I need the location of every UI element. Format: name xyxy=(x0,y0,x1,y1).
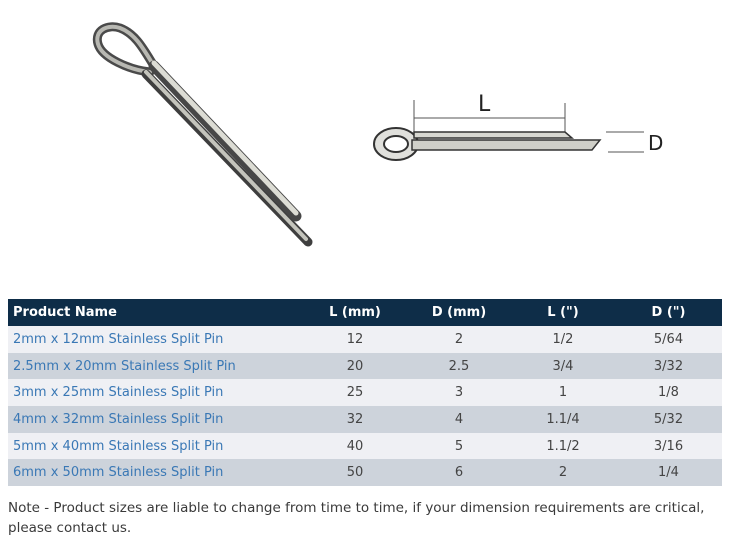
header-diameter-mm: D (mm) xyxy=(407,299,511,326)
diameter-mm-cell: 2 xyxy=(407,326,511,353)
header-diameter-in: D (") xyxy=(615,299,722,326)
svg-text:D: D xyxy=(648,131,664,155)
header-length-in: L (") xyxy=(511,299,615,326)
diameter-in-cell: 1/4 xyxy=(615,459,722,486)
table-header-row xyxy=(8,299,722,326)
product-link[interactable]: 6mm x 50mm Stainless Split Pin xyxy=(13,465,224,481)
length-mm-cell: 40 xyxy=(303,433,407,460)
split-pin-photo-icon xyxy=(80,10,330,260)
length-mm-cell: 20 xyxy=(303,353,407,380)
length-mm-cell: 32 xyxy=(303,406,407,433)
diameter-mm-cell: 5 xyxy=(407,433,511,460)
diameter-in-cell: 5/64 xyxy=(615,326,722,353)
product-link[interactable]: 4mm x 32mm Stainless Split Pin xyxy=(13,411,224,427)
length-in-cell: 3/4 xyxy=(511,353,615,380)
diameter-in-cell: 5/32 xyxy=(615,406,722,433)
length-mm-cell: 25 xyxy=(303,379,407,406)
length-mm-cell: 50 xyxy=(303,459,407,486)
diameter-in-cell: 3/32 xyxy=(615,353,722,380)
diameter-in-cell: 3/16 xyxy=(615,433,722,460)
split-pin-diagram-icon xyxy=(360,70,680,200)
length-in-cell: 1 xyxy=(511,379,615,406)
table-row xyxy=(8,459,722,486)
table-row xyxy=(8,326,722,353)
header-length-mm: L (mm) xyxy=(303,299,407,326)
length-in-cell: 2 xyxy=(511,459,615,486)
diameter-mm-cell: 4 xyxy=(407,406,511,433)
diameter-mm-cell: 6 xyxy=(407,459,511,486)
diameter-mm-cell: 3 xyxy=(407,379,511,406)
length-in-cell: 1.1/4 xyxy=(511,406,615,433)
length-mm-cell: 12 xyxy=(303,326,407,353)
product-link[interactable]: 2mm x 12mm Stainless Split Pin xyxy=(13,331,224,347)
diameter-in-cell: 1/8 xyxy=(615,379,722,406)
product-link[interactable]: 5mm x 40mm Stainless Split Pin xyxy=(13,438,224,454)
table-row xyxy=(8,379,722,406)
table-row xyxy=(8,353,722,380)
diameter-mm-cell: 2.5 xyxy=(407,353,511,380)
product-size-table xyxy=(8,299,722,486)
header-product-name: Product Name xyxy=(8,299,303,326)
size-disclaimer-note: Note - Product sizes are liable to change from time to time, if your dimension requirements are critical, please contact us. xyxy=(8,500,705,536)
product-link[interactable]: 3mm x 25mm Stainless Split Pin xyxy=(13,385,224,401)
length-in-cell: 1/2 xyxy=(511,326,615,353)
length-in-cell: 1.1/2 xyxy=(511,433,615,460)
product-link[interactable]: 2.5mm x 20mm Stainless Split Pin xyxy=(13,358,236,374)
table-row xyxy=(8,433,722,460)
svg-text:L: L xyxy=(478,92,491,117)
table-row xyxy=(8,406,722,433)
